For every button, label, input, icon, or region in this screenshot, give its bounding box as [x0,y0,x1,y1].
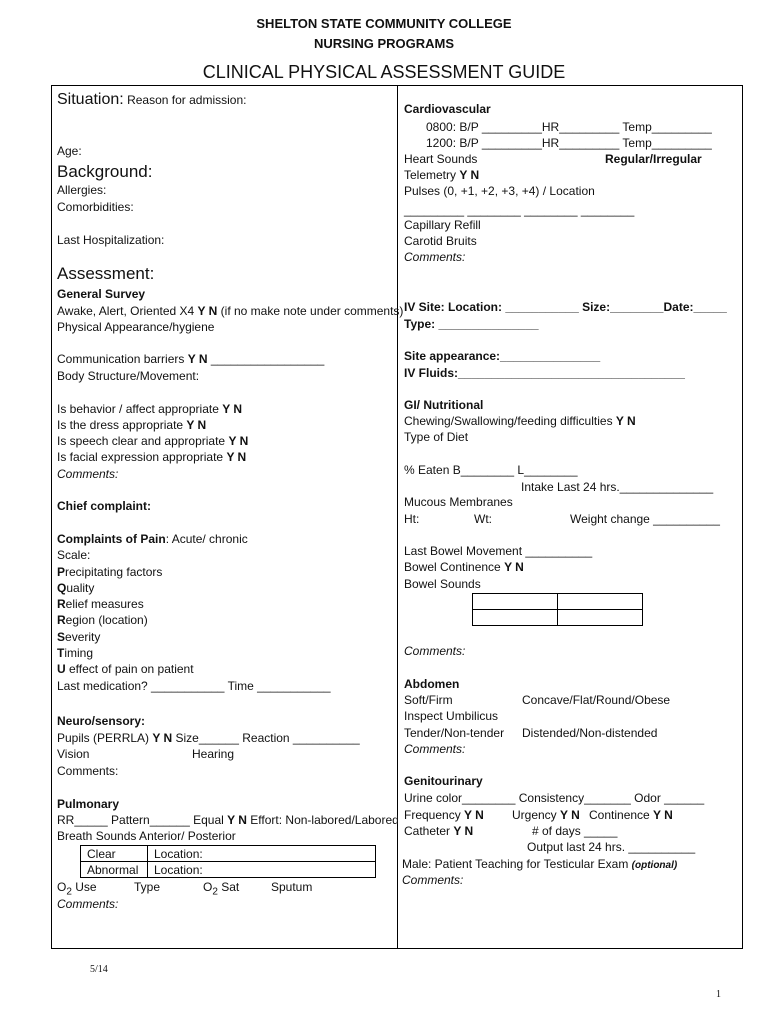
gi-heading: GI/ Nutritional [404,398,484,412]
neuro-heading: Neuro/sensory: [57,714,146,728]
sputum-label: Sputum [271,880,313,894]
revision-date: 5/14 [90,964,108,975]
eaten-line: % Eaten B________ L________ [404,463,578,477]
output-line: Output last 24 hrs. __________ [527,840,696,854]
last-medication-line: Last medication? ___________ Time ___________ [57,679,331,693]
pulses-label: Pulses (0, +1, +2, +3, +4) / Location [404,184,595,198]
rr-line: RR_____ Pattern______ Equal Y N Effort: Non-labored/Labored [57,813,399,827]
distended-label: Distended/Non-distended [522,726,658,740]
vision-label: Vision [57,747,90,761]
table-row [81,862,376,878]
iv-type-line: Type: _______________ [404,317,539,331]
height-label: Ht: [404,512,420,526]
telemetry-line: Telemetry Y N [404,168,480,182]
urgency-line: Urgency Y N [512,808,580,822]
facial-line: Is facial expression appropriate Y N [57,450,247,464]
comorbidities-label: Comorbidities: [57,200,134,214]
situation-line [57,92,246,108]
breath-sounds-label: Breath Sounds Anterior/ Posterior [57,829,236,843]
concave-label: Concave/Flat/Round/Obese [522,693,671,707]
body-structure-label: Body Structure/Movement: [57,369,200,383]
soft-firm-label: Soft/Firm [404,693,453,707]
breath-status-cell: Abnormal [81,862,148,878]
chief-complaint-label: Chief complaint: [57,499,152,513]
urine-line: Urine color________ Consistency_______ Odor ______ [404,791,705,805]
behavior-line: Is behavior / affect appropriate Y N [57,402,243,416]
bowel-sounds-table [472,593,643,626]
table-row [473,594,643,610]
vitals-0800-line: 0800: B/P _________HR_________ Temp_________ [426,120,712,134]
days-line: # of days _____ [532,824,618,838]
last-hospitalization-label: Last Hospitalization: [57,233,165,247]
neuro-comments-label: Comments: [57,764,119,778]
breath-location-cell: Location: [148,862,376,878]
pqrst-r1: Relief measures [57,597,144,611]
physical-appearance-label: Physical Appearance/hygiene [57,320,215,334]
table-row [81,846,376,862]
chewing-line: Chewing/Swallowing/feeding difficulties Y N [404,414,636,428]
catheter-line: Catheter Y N [404,824,474,838]
gu-heading: Genitourinary [404,774,483,788]
pulmonary-comments-label: Comments: [57,897,119,911]
breath-sounds-table [80,845,376,878]
pqrst-s: Severity [57,630,101,644]
breath-status-cell: Clear [81,846,148,862]
site-appearance-line: Site appearance:_______________ [404,349,601,363]
pulse-blanks: _________ ________ ________ ________ [404,203,635,217]
awake-line: Awake, Alert, Oriented X4 Y N (if no make note under comments) [57,304,404,318]
bowel-movement-line: Last Bowel Movement __________ [404,544,593,558]
male-teaching-line: Male: Patient Teaching for Testicular Exam (optional) [402,857,678,871]
gi-comments-label: Comments: [404,644,466,658]
capillary-refill-label: Capillary Refill [404,218,481,232]
frequency-line: Frequency Y N [404,808,484,822]
situation-reason: Reason for admission: [127,93,247,107]
type-label: Type [134,880,161,894]
gu-comments-label: Comments: [402,873,464,887]
tender-label: Tender/Non-tender [404,726,505,740]
pqrst-t: Timing [57,646,94,660]
general-survey-heading: General Survey [57,287,146,301]
dress-line: Is the dress appropriate Y N [57,418,207,432]
diet-label: Type of Diet [404,430,469,444]
pqrst-p: Precipitating factors [57,565,163,579]
cardio-comments-label: Comments: [404,250,466,264]
general-comments-label: Comments: [57,467,119,481]
speech-line: Is speech clear and appropriate Y N [57,434,249,448]
situation-heading: Situation: [57,91,124,108]
umbilicus-label: Inspect Umbilicus [404,709,499,723]
heart-sounds-label: Heart Sounds [404,152,478,166]
intake-line: Intake Last 24 hrs.______________ [521,480,714,494]
mucous-label: Mucous Membranes [404,495,513,509]
weight-change-line: Weight change __________ [570,512,720,526]
age-label: Age: [57,144,82,158]
bowel-continence-line: Bowel Continence Y N [404,560,524,574]
page-number: 1 [716,989,721,1000]
hearing-label: Hearing [192,747,235,761]
program-name: NURSING PROGRAMS [313,36,455,51]
pulmonary-heading: Pulmonary [57,797,120,811]
regular-irregular-label: Regular/Irregular [605,152,702,166]
college-name: SHELTON STATE COMMUNITY COLLEGE [256,16,512,31]
weight-label: Wt: [474,512,492,526]
carotid-bruits-label: Carotid Bruits [404,234,477,248]
cardio-heading: Cardiovascular [404,102,491,116]
pain-line: Complaints of Pain: Acute/ chronic [57,532,248,546]
iv-site-line: IV Site: Location: ___________ Size:________Date:_____ [404,300,727,314]
pupils-line: Pupils (PERRLA) Y N Size______ Reaction __________ [57,731,360,745]
o2-use-label: $O_2$ Use [57,880,97,898]
page-title: CLINICAL PHYSICAL ASSESSMENT GUIDE [202,62,566,82]
abdomen-comments-label: Comments: [404,742,466,756]
vitals-1200-line: 1200: B/P _________HR_________ Temp_________ [426,136,712,150]
o2-sat-label: $O_2$ Sat [203,880,240,898]
continence-line: Continence Y N [589,808,673,822]
scale-label: Scale: [57,548,91,562]
background-heading: Background: [57,162,153,181]
table-row [473,610,643,626]
communication-line: Communication barriers Y N _________________ [57,352,325,366]
allergies-label: Allergies: [57,183,107,197]
abdomen-heading: Abdomen [404,677,460,691]
bowel-sounds-label: Bowel Sounds [404,577,481,591]
pqrst-u: U effect of pain on patient [57,662,194,676]
breath-location-cell: Location: [148,846,376,862]
pqrst-q: Quality [57,581,95,595]
pqrst-r2: Region (location) [57,613,148,627]
assessment-heading: Assessment: [57,264,155,283]
iv-fluids-line: IV Fluids:__________________________________ [404,366,685,380]
